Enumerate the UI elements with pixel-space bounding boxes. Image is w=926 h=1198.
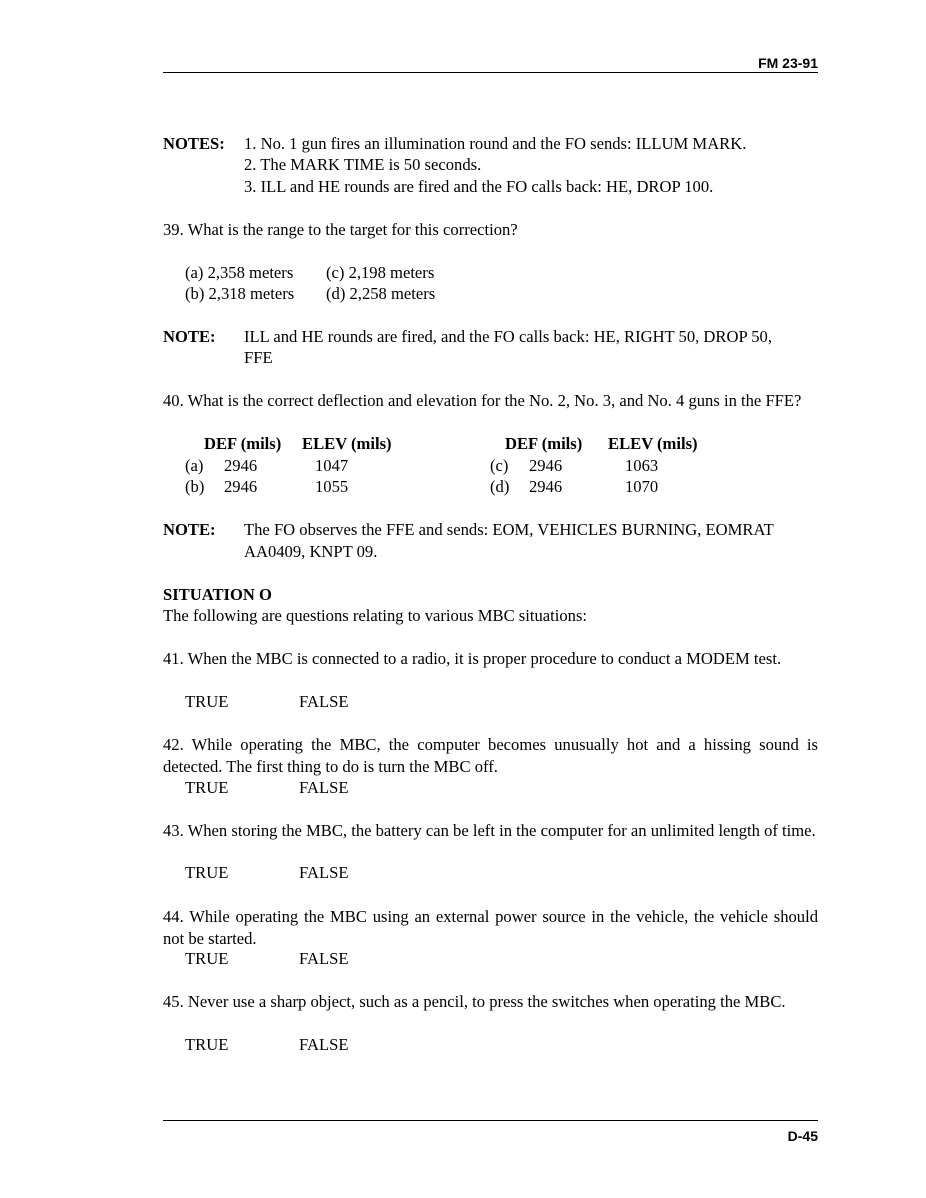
- false-option: FALSE: [299, 1035, 349, 1054]
- notes-label: NOTES:: [163, 134, 225, 153]
- q40-option-label: (b): [185, 477, 205, 496]
- question-42: 42. While operating the MBC, the computer becomes unusually hot and a hissing sound is detected. The first thing to do is turn the MBC off.: [163, 735, 818, 776]
- q40-elev-value: 1047: [315, 456, 349, 475]
- true-option: TRUE: [185, 692, 229, 711]
- q40-option-label: (a): [185, 456, 204, 475]
- section-intro: The following are questions relating to various MBC situations:: [163, 606, 588, 625]
- true-option: TRUE: [185, 1035, 229, 1054]
- q40-elev-value: 1063: [625, 456, 659, 475]
- false-option: FALSE: [299, 692, 349, 711]
- q39-option-a: (a) 2,358 meters: [185, 263, 294, 282]
- note-text-line-1: The FO observes the FFE and sends: EOM, VEHICLES BURNING, EOMRAT: [244, 520, 774, 539]
- page-number: D-45: [787, 1128, 818, 1144]
- def-header-right: DEF (mils): [505, 434, 583, 453]
- q39-option-d: (d) 2,258 meters: [326, 284, 436, 303]
- q40-def-value: 2946: [529, 477, 563, 496]
- note-text-line-2: AA0409, KNPT 09.: [244, 542, 378, 561]
- q40-elev-value: 1070: [625, 477, 659, 496]
- true-option: TRUE: [185, 778, 229, 797]
- false-option: FALSE: [299, 778, 349, 797]
- q40-elev-value: 1055: [315, 477, 349, 496]
- question-45: 45. Never use a sharp object, such as a pencil, to press the switches when operating the MBC.: [163, 992, 786, 1011]
- note-label: NOTE:: [163, 327, 216, 346]
- false-option: FALSE: [299, 949, 349, 968]
- question-40: 40. What is the correct deflection and elevation for the No. 2, No. 3, and No. 4 guns in the FFE?: [163, 391, 802, 410]
- q40-def-value: 2946: [224, 456, 258, 475]
- note-text-line-1: ILL and HE rounds are fired, and the FO calls back: HE, RIGHT 50, DROP 50,: [244, 327, 772, 346]
- q40-def-value: 2946: [224, 477, 258, 496]
- footer-rule: [163, 1120, 818, 1121]
- question-44: 44. While operating the MBC using an external power source in the vehicle, the vehicle should not be started.: [163, 907, 818, 948]
- q39-option-c: (c) 2,198 meters: [326, 263, 435, 282]
- true-option: TRUE: [185, 949, 229, 968]
- q40-option-label: (d): [490, 477, 510, 496]
- note-item-1: 1. No. 1 gun fires an illumination round and the FO sends: ILLUM MARK.: [244, 134, 747, 153]
- elev-header-left: ELEV (mils): [302, 434, 392, 453]
- question-39: 39. What is the range to the target for this correction?: [163, 220, 518, 239]
- def-header-left: DEF (mils): [204, 434, 282, 453]
- true-option: TRUE: [185, 863, 229, 882]
- elev-header-right: ELEV (mils): [608, 434, 698, 453]
- note-item-2: 2. The MARK TIME is 50 seconds.: [244, 155, 482, 174]
- false-option: FALSE: [299, 863, 349, 882]
- document-id: FM 23-91: [758, 55, 818, 71]
- note-item-3: 3. ILL and HE rounds are fired and the FO calls back: HE, DROP 100.: [244, 177, 714, 196]
- note-text-line-2: FFE: [244, 348, 273, 367]
- note-label: NOTE:: [163, 520, 216, 539]
- question-43: 43. When storing the MBC, the battery can be left in the computer for an unlimited length of time.: [163, 821, 816, 840]
- q40-def-value: 2946: [529, 456, 563, 475]
- q40-option-label: (c): [490, 456, 509, 475]
- section-heading: SITUATION O: [163, 585, 272, 604]
- question-41: 41. When the MBC is connected to a radio, it is proper procedure to conduct a MODEM test.: [163, 649, 782, 668]
- header-rule: [163, 72, 818, 73]
- q39-option-b: (b) 2,318 meters: [185, 284, 295, 303]
